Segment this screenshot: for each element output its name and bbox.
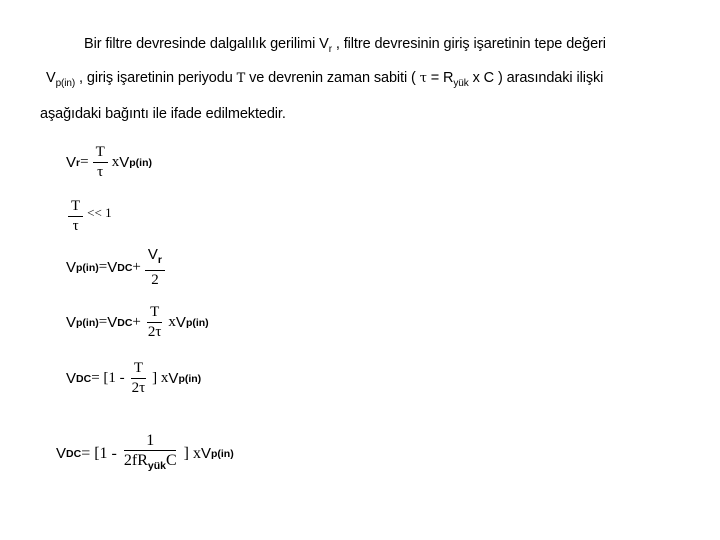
- fraction-denominator: τ: [97, 164, 104, 180]
- eq-subscript: r: [157, 254, 162, 266]
- eq-term: V: [200, 445, 211, 462]
- eq-term: V: [168, 370, 179, 387]
- text-segment: ve devrenin zaman sabiti (: [245, 70, 420, 86]
- eq-operator: x: [168, 314, 176, 330]
- fraction-numerator: [145, 246, 165, 271]
- eq-term: V: [66, 370, 77, 387]
- fraction-numerator: T: [93, 144, 108, 163]
- eq-operator: ] x: [183, 444, 201, 462]
- eq-operator: =: [98, 314, 108, 330]
- subscript: p(in): [55, 78, 76, 89]
- eq-subscript: p(in): [129, 156, 153, 169]
- paragraph-line-1: [84, 36, 606, 55]
- eq-subscript: DC: [117, 261, 133, 274]
- eq-subscript: p(in): [185, 316, 209, 329]
- eq-operator: +: [132, 259, 141, 275]
- equation-6: [56, 432, 234, 475]
- eq-subscript: p(in): [178, 372, 202, 385]
- text-segment: , giriş işaretinin periyodu: [75, 70, 237, 86]
- eq-operator: x: [111, 154, 120, 170]
- eq-operator: ] x: [152, 370, 169, 386]
- fraction-denominator: 2τ: [147, 324, 162, 340]
- fraction: [145, 246, 165, 289]
- text-segment: = R: [426, 70, 454, 86]
- fraction-numerator: T: [131, 360, 146, 379]
- eq-subscript: r: [76, 156, 81, 169]
- eq-term: 2fR: [123, 452, 148, 469]
- eq-subscript: p(in): [76, 261, 99, 274]
- eq-subscript: DC: [66, 447, 82, 460]
- equation-4: [66, 304, 209, 341]
- eq-term: V: [66, 259, 77, 276]
- eq-term: V: [175, 314, 186, 331]
- subscript: yük: [453, 78, 469, 89]
- subscript: r: [328, 44, 332, 55]
- fraction-denominator: τ: [72, 218, 79, 234]
- eq-operator: =: [80, 154, 89, 170]
- eq-term: V: [66, 154, 77, 171]
- equation-2: [64, 198, 112, 235]
- eq-operator: +: [132, 314, 141, 330]
- equation-5: [66, 360, 201, 397]
- eq-term: V: [56, 445, 67, 462]
- equation-1: [66, 144, 152, 181]
- eq-operator: = [1 -: [91, 370, 125, 386]
- eq-subscript: p(in): [76, 316, 99, 329]
- eq-subscript: DC: [76, 372, 92, 385]
- text-segment: , filtre devresinin giriş işaretinin tepe değeri: [331, 36, 606, 52]
- fraction: [121, 432, 180, 475]
- fraction: [93, 144, 108, 181]
- fraction-denominator: [121, 451, 180, 475]
- fraction-denominator: 2: [151, 272, 159, 288]
- fraction: [145, 304, 165, 341]
- eq-term: V: [107, 314, 118, 331]
- eq-term: V: [147, 246, 158, 263]
- fraction-numerator: 1: [124, 432, 176, 451]
- text-segment: V: [46, 70, 56, 86]
- eq-subscript: p(in): [210, 447, 234, 460]
- fraction: [129, 360, 149, 397]
- eq-subscript: yük: [147, 460, 166, 472]
- period-symbol: T: [236, 71, 246, 86]
- eq-term: V: [66, 314, 77, 331]
- eq-subscript: DC: [117, 316, 133, 329]
- fraction-numerator: T: [147, 304, 162, 323]
- equation-3: [66, 246, 169, 289]
- eq-operator: =: [98, 259, 108, 275]
- fraction-denominator: 2τ: [131, 380, 146, 396]
- tau-symbol: τ: [419, 71, 427, 86]
- eq-operator: = [1 -: [81, 444, 117, 462]
- eq-term: C: [165, 452, 177, 469]
- fraction: [68, 198, 83, 235]
- text-segment: Bir filtre devresinde dalgalılık gerilimi V: [84, 36, 329, 52]
- paragraph-line-2: [46, 70, 603, 89]
- eq-term: V: [107, 259, 118, 276]
- text-segment: x C ) arasındaki ilişki: [468, 70, 604, 86]
- eq-relation: << 1: [87, 204, 112, 220]
- eq-term: V: [119, 154, 130, 171]
- paragraph-line-3: aşağıdaki bağıntı ile ifade edilmektedir.: [40, 106, 286, 122]
- fraction-numerator: T: [68, 198, 83, 217]
